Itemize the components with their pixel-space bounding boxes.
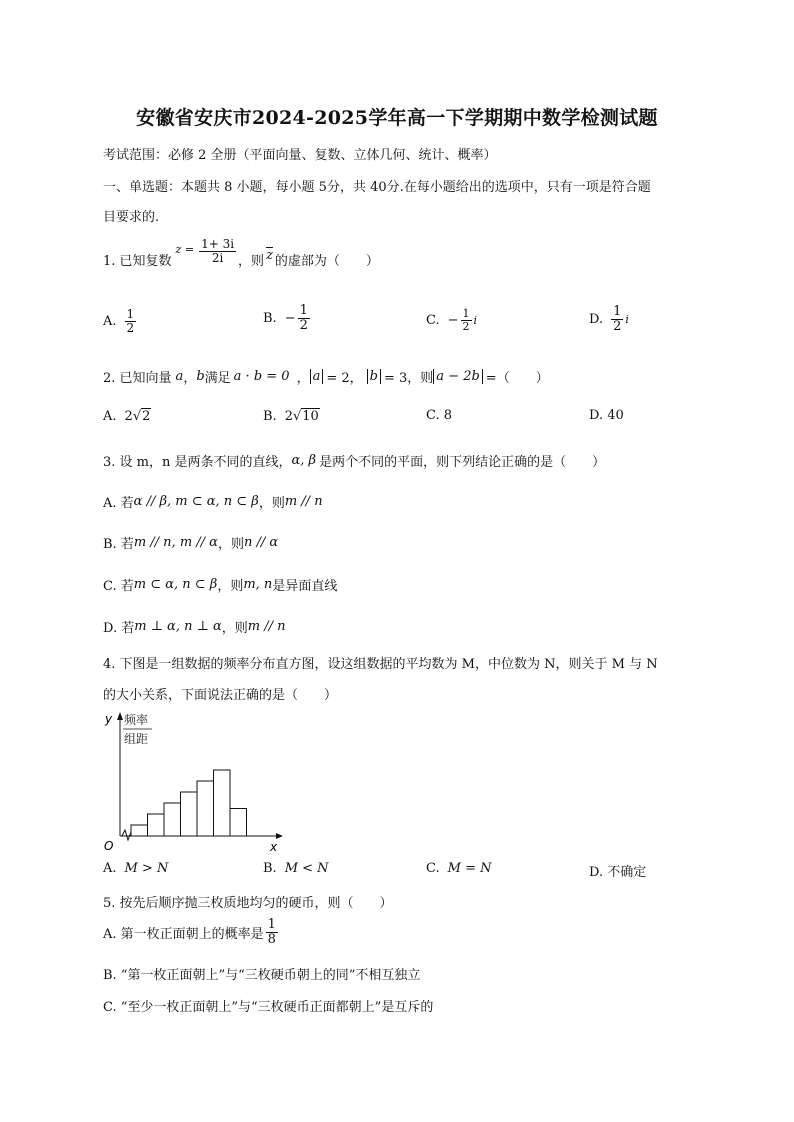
- q3-c-post: 是异面直线: [272, 579, 338, 594]
- q4-option-b: [263, 861, 329, 876]
- q3-option-b: [103, 533, 278, 552]
- q2-condition-prefix: 满足: [204, 371, 231, 386]
- q5-a-den: 8: [267, 932, 276, 948]
- q3-b-pre: B. 若: [103, 537, 134, 552]
- q5-option-c: C. “至少一枚正面朝上”与“三枚硬币正面都朝上”是互斥的: [103, 1000, 434, 1015]
- q1-option-c-fraction: [461, 308, 472, 333]
- question-5-stem: 5. 按先后顺序抛三枚质地均匀的硬币，则（ ）: [103, 896, 393, 911]
- q2-a-coef: 2: [124, 408, 133, 424]
- q3-c-mid: ，则: [217, 579, 244, 594]
- histogram-bar-2: [148, 814, 165, 836]
- q1-c-num: 1: [462, 307, 470, 320]
- q5-option-b: B. “第一枚正面朝上”与“三枚硬币朝上的同”不相互独立: [103, 968, 421, 983]
- q3-a-pre: A. 若: [103, 496, 134, 511]
- q3-d-res: m // n: [247, 619, 286, 634]
- q1-c-den: 2: [462, 320, 470, 334]
- q2-option-b: B. 2 √ 10: [263, 408, 319, 424]
- q1-suffix-a: ，则: [238, 254, 265, 270]
- q4-a-math: M > N: [124, 861, 169, 876]
- q4-option-d: D. 不确定: [589, 865, 647, 880]
- q1-option-a: [103, 308, 138, 335]
- histogram-bars: [131, 770, 247, 836]
- question-1-stem: [103, 237, 379, 273]
- q1-a-den: 2: [126, 321, 135, 336]
- q2-b-radicand: 10: [302, 409, 319, 424]
- histogram-bar-5: [197, 781, 214, 836]
- page-title: 安徽省安庆市2024-2025学年高一下学期期中数学检测试题: [136, 107, 658, 129]
- q3-c-pre: C. 若: [103, 579, 134, 594]
- q2-prefix: 2. 已知向量: [103, 371, 172, 386]
- q2-ask: =（ ）: [485, 371, 549, 386]
- q4-b-math: M < N: [284, 861, 329, 876]
- q2-vector-a: a: [175, 369, 184, 384]
- q2-option-d: D. 40: [589, 408, 624, 423]
- q5-a-fraction: [266, 918, 278, 948]
- q3-option-a: [103, 492, 323, 511]
- exam-scope: 考试范围：必修 2 全册（平面向量、复数、立体几何、统计、概率）: [103, 148, 497, 163]
- y-label-top: 频率: [124, 713, 149, 727]
- histogram-bar-6: [214, 770, 231, 836]
- q3-stem-b: 是两个不同的平面，则下列结论正确的是（ ）: [319, 455, 606, 470]
- q3-d-pre: D. 若: [103, 621, 135, 636]
- q2-option-b-label: B.: [263, 408, 277, 424]
- section-heading-line1: 一、单选题：本题共 8 小题，每小题 5分，共 40分.在每小题给出的选项中，只有一项是符合题: [103, 180, 651, 195]
- y-label-bottom: 组距: [124, 732, 149, 746]
- q1-fraction: [199, 238, 236, 265]
- q2-dot-product: a · b = 0: [233, 369, 290, 384]
- q1-fraction-numerator: 1+ 3i: [201, 237, 235, 251]
- q1-option-a-fraction: [125, 308, 137, 335]
- q4-c-label: C.: [426, 861, 440, 876]
- q1-option-d-label: D.: [589, 312, 604, 328]
- q2-eq2: = 2，: [326, 371, 363, 386]
- q4-a-label: A.: [103, 861, 117, 876]
- histogram-bar-1: [131, 825, 148, 836]
- y-axis-symbol: y: [105, 712, 113, 726]
- axis-break-mark: [122, 830, 131, 840]
- q2-option-c: C. 8: [426, 408, 453, 423]
- q1-z-label: z =: [175, 243, 195, 257]
- q4-c-math: M = N: [447, 861, 492, 876]
- q1-c-sign: −: [447, 313, 459, 329]
- q1-b-den: 2: [299, 318, 308, 334]
- q3-stem-a: 3. 设 m，n 是两条不同的直线，: [103, 455, 292, 470]
- q1-fraction-denominator: 2i: [211, 251, 224, 266]
- q3-b-res: n // α: [243, 535, 279, 550]
- question-4-line2: 的大小关系，下面说法正确的是（ ）: [103, 688, 338, 703]
- q2-expression: a − 2b: [433, 369, 483, 384]
- q1-b-num: 1: [299, 303, 308, 318]
- q1-option-d: [589, 305, 629, 335]
- q2-abs-b: b: [367, 369, 381, 384]
- q2-eq3: = 3，则: [383, 371, 434, 386]
- section-heading-line2: 目要求的.: [103, 210, 160, 225]
- q1-d-imag: i: [625, 313, 629, 327]
- q3-option-d: [103, 617, 286, 636]
- q2-sep: ，: [183, 371, 197, 386]
- histogram-chart: [100, 708, 290, 856]
- question-2-stem: 2. 已知向量 a ， b 满足 a · b = 0 ， a = 2， b = 3，则 a − 2b =（ ）: [103, 369, 549, 386]
- q3-greek: α, β: [291, 453, 317, 468]
- q2-vector-b: b: [196, 369, 205, 384]
- q3-b-math: m // n, m // α: [133, 535, 218, 550]
- q2-b-coef: 2: [284, 408, 293, 424]
- q3-d-math: m ⊥ α, n ⊥ α: [134, 619, 222, 634]
- q5-a-pre: A. 第一枚正面朝上的概率是: [103, 927, 264, 943]
- q1-option-b-fraction: [298, 304, 310, 334]
- q1-d-num: 1: [613, 304, 622, 319]
- q3-option-c: [103, 575, 337, 594]
- q3-b-mid: ，则: [217, 537, 244, 552]
- q5-a-num: 1: [267, 917, 276, 932]
- q3-a-res: m // n: [284, 494, 323, 509]
- q2-abs-a: a: [310, 369, 324, 384]
- x-axis-arrow: [276, 833, 283, 839]
- q2-option-a-label: A.: [103, 408, 117, 424]
- q1-a-num: 1: [126, 307, 135, 321]
- q1-option-b-label: B.: [263, 311, 277, 327]
- q1-option-a-label: A.: [103, 314, 117, 330]
- q1-suffix-b: 的虚部为（ ）: [274, 254, 379, 270]
- histogram-bar-7: [230, 809, 247, 837]
- q1-option-b: [263, 304, 312, 334]
- q2-a-radicand: 2: [142, 409, 151, 424]
- q4-b-label: B.: [263, 861, 277, 876]
- y-axis-arrow: [117, 712, 123, 720]
- q3-a-mid: ，则: [258, 496, 285, 511]
- q1-option-d-fraction: [611, 305, 623, 335]
- q1-option-c: [426, 308, 477, 333]
- q1-d-den: 2: [613, 319, 622, 335]
- q1-b-sign: −: [284, 311, 296, 327]
- q5-option-a: [103, 918, 280, 948]
- question-4-line1: 4. 下图是一组数据的频率分布直方图，设这组数据的平均数为 M，中位数为 N，则关于 M 与 N: [103, 657, 658, 672]
- q2-option-a: A. 2 √ 2: [103, 408, 151, 424]
- q1-zbar: $\overline{z}$: [266, 248, 273, 264]
- histogram-bar-4: [181, 792, 198, 836]
- q3-c-res: m, n: [243, 577, 273, 592]
- q1-c-imag: i: [473, 314, 478, 328]
- q3-d-mid: ，则: [221, 621, 248, 636]
- origin-label: O: [104, 839, 114, 853]
- q1-option-c-label: C.: [426, 313, 440, 329]
- q1-prefix: 1. 已知复数: [103, 254, 172, 270]
- histogram-bar-3: [164, 803, 181, 836]
- q3-a-math: α // β, m ⊂ α, n ⊂ β: [133, 494, 259, 509]
- x-axis-symbol: x: [270, 840, 278, 854]
- q3-c-math: m ⊂ α, n ⊂ β: [133, 577, 218, 592]
- question-3-stem: [103, 451, 605, 470]
- q4-option-a: [103, 861, 168, 876]
- q4-option-c: [426, 861, 491, 876]
